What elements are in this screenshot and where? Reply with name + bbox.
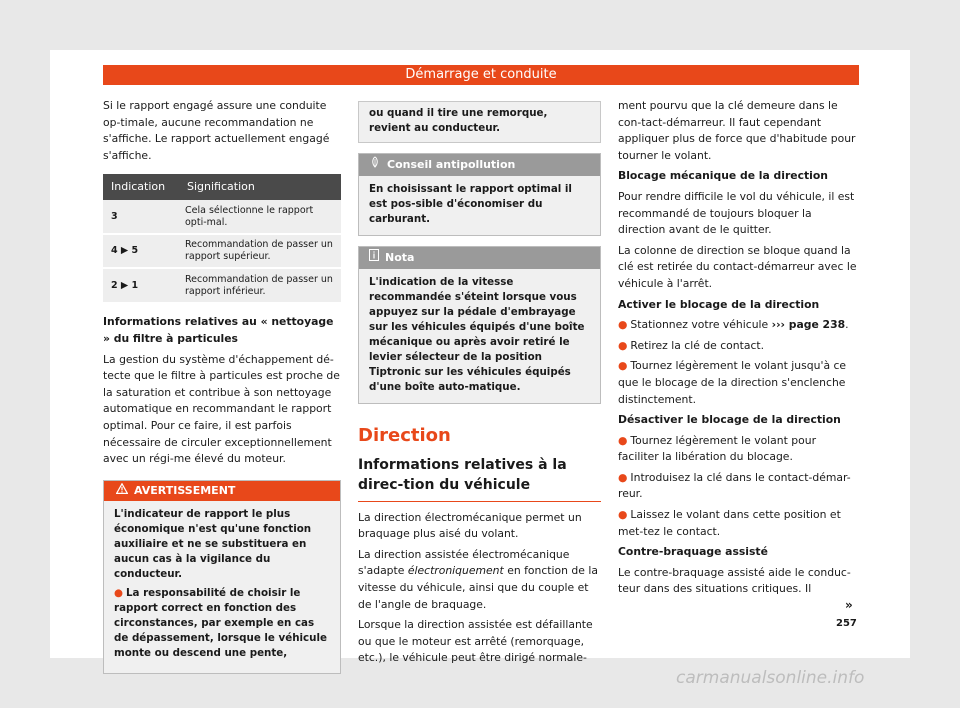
column-3 xyxy=(618,98,860,602)
section-subtitle: Informations relatives à la direc-tion du véhicule xyxy=(358,455,601,502)
heading-deactivate-lock: Désactiver le blocage de la direction xyxy=(618,413,841,427)
column-1 xyxy=(103,98,341,674)
tip-body: En choisissant le rapport optimal il est pos-sible d'économiser du carburant. xyxy=(359,176,600,235)
dpf-paragraph: La gestion du système d'échappement dé-tecte que le filtre à particules est proche de la saturation et contribue à son nettoyage automatique en recommandant le rapport optimal. Pour ce faire, il est parfois nécessaire de circuler exceptionnellement avec un régi-me élevé du moteur. xyxy=(103,352,340,466)
gear-signification: Cela sélectionne le rapport opti-mal. xyxy=(179,200,341,234)
note-box xyxy=(358,246,601,404)
warning-body xyxy=(104,501,340,673)
heading-steering-lock: Blocage mécanique de la direction xyxy=(618,169,828,183)
bullet-item: ● Stationnez votre véhicule ››› page 238. xyxy=(618,318,849,332)
page-link[interactable]: ››› page 238 xyxy=(771,318,846,332)
note-header xyxy=(359,247,600,269)
bullet-item: ● Retirez la clé de contact. xyxy=(618,338,765,352)
warning-continued: ou quand il tire une remorque, revient au conducteur. xyxy=(358,101,601,143)
note-title: Nota xyxy=(385,251,415,264)
table-row xyxy=(103,234,341,268)
page-header: Démarrage et conduite xyxy=(103,65,859,85)
column-2 xyxy=(358,101,601,671)
steering-paragraph-2: La direction assistée électromécanique s'adapte électroniquement en fonction de la vitesse du véhicule, ainsi que du couple et de l'angle de braquage. xyxy=(358,547,598,611)
bullet-item: ● Laissez le volant dans cette position et met-tez le contact. xyxy=(618,508,841,538)
bullet-icon: ● xyxy=(618,508,628,522)
bullet-item: ● Tournez légèrement le volant jusqu'à ce que le blocage de la direction s'enclenche distinctement. xyxy=(618,359,847,406)
bullet-icon: ● xyxy=(618,470,628,484)
bullet-icon: ● xyxy=(618,318,628,332)
warning-title: AVERTISSEMENT xyxy=(134,483,236,497)
gear-indication: 2 ▶ 1 xyxy=(103,268,179,302)
bullet-icon: ● xyxy=(618,338,628,352)
bullet-item: ● Tournez légèrement le volant pour faciliter la libération du blocage. xyxy=(618,433,817,464)
watermark: carmanualsonline.info xyxy=(676,668,865,688)
table-header-indication: Indication xyxy=(103,174,179,200)
warning-box xyxy=(103,480,341,674)
col3-paragraph-4: Le contre-braquage assisté aide le conduc-teur dans des situations critiques. Il xyxy=(618,565,851,596)
intro-paragraph: Si le rapport engagé assure une conduite op-timale, aucune recommandation ne s'affiche. Le rapport actuellement engagé s'affiche. xyxy=(103,99,330,162)
bullet-icon: ● xyxy=(114,586,123,599)
warning-text: L'indicateur de rapport le plus économique n'est qu'une fonction auxiliaire et ne se substituera en aucun cas à la vigilance du conducteur. xyxy=(114,507,312,580)
table-row xyxy=(103,200,341,234)
continued-marker: » xyxy=(845,598,853,612)
tip-header xyxy=(359,154,600,176)
tip-box xyxy=(358,153,601,236)
warning-triangle-icon xyxy=(116,481,128,501)
gear-signification: Recommandation de passer un rapport supérieur. xyxy=(179,234,341,268)
indication-table xyxy=(103,174,341,302)
gear-indication: 3 xyxy=(103,200,179,234)
warning-bullet: ● La responsabilité de choisir le rapport correct en fonction des circonstances, par exemple en cas de dépassement, lorsque le véhicule monte ou descend une pente, xyxy=(114,586,327,659)
col3-paragraph-3: La colonne de direction se bloque quand la clé est retirée du contact-démarreur avec le véhicule à l'arrêt. xyxy=(618,243,857,290)
table-row xyxy=(103,268,341,302)
table-header-signification: Signification xyxy=(179,174,341,200)
bullet-item: ● Introduisez la clé dans le contact-démar-reur. xyxy=(618,470,851,501)
col3-paragraph-2: Pour rendre difficile le vol du véhicule, il est recommandé de toujours bloquer la direction avant de le quitter. xyxy=(618,189,855,237)
col3-paragraph-1: ment pourvu que la clé demeure dans le con-tact-démarreur. Il faut cependant appliquer plus de force que d'habitude pour tourner le volant. xyxy=(618,99,856,162)
tip-title: Conseil antipollution xyxy=(387,158,516,171)
section-title: Direction xyxy=(358,425,451,446)
heading-activate-lock: Activer le blocage de la direction xyxy=(618,297,820,311)
leaf-icon xyxy=(369,154,381,176)
steering-paragraph-3: Lorsque la direction assistée est défaillante ou que le moteur est arrêté (remorquage, etc.), le véhicule peut être dirigé normale- xyxy=(358,618,593,665)
bullet-icon: ● xyxy=(618,433,628,447)
note-body: L'indication de la vitesse recommandée s'éteint lorsque vous appuyez sur la pédale d'embrayage sur les véhicules équipés d'une boîte mécanique ou après avoir retiré le levier sélecteur de la position Tiptronic sur les véhicules équipés d'une boîte auto-matique. xyxy=(359,269,600,403)
warning-header xyxy=(104,481,340,501)
heading-counter-steering: Contre-braquage assisté xyxy=(618,545,768,559)
page-number: 257 xyxy=(836,618,857,629)
bullet-icon: ● xyxy=(618,359,628,373)
dpf-subheading: Informations relatives au « nettoyage » du filtre à particules xyxy=(103,315,334,345)
info-icon xyxy=(369,247,379,269)
gear-indication: 4 ▶ 5 xyxy=(103,234,179,268)
steering-paragraph-1: La direction électromécanique permet un braquage plus aisé du volant. xyxy=(358,510,582,541)
gear-signification: Recommandation de passer un rapport inférieur. xyxy=(179,268,341,302)
